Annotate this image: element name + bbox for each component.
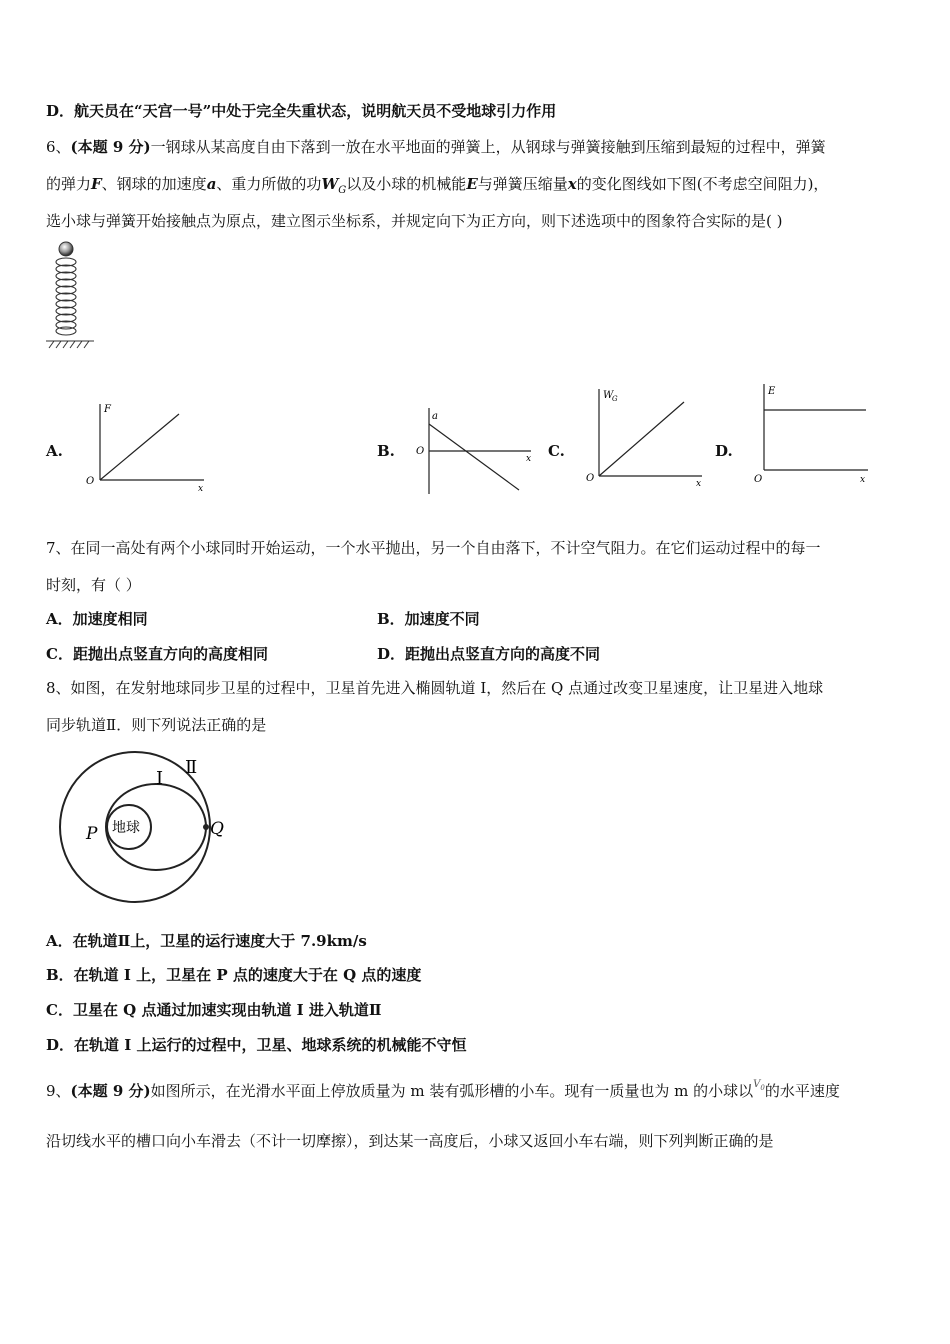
v0-symbol: V0 xyxy=(753,1079,765,1092)
graph-b-xlabel: x xyxy=(526,454,532,464)
spring-figure xyxy=(44,240,104,352)
earth-label: 地球 xyxy=(112,820,140,836)
orbit-2-label: Ⅱ xyxy=(185,757,198,778)
q6-option-b-label: B. xyxy=(377,442,395,460)
graph-c-line xyxy=(599,402,684,476)
q6-option-c-label: C. xyxy=(548,442,565,460)
graph-c-ylabel: W xyxy=(603,390,614,401)
spring-coil xyxy=(56,258,76,335)
graph-a-xlabel: x xyxy=(198,484,204,494)
graph-b xyxy=(413,402,538,497)
q7-option-b: B．加速度不同 xyxy=(377,610,480,628)
q8-stem-line1: 8、如图，在发射地球同步卫星的过程中，卫星首先进入椭圆轨道 I，然后在 Q 点通过改变卫星速度，让卫星进入地球 xyxy=(46,679,824,697)
steel-ball xyxy=(59,242,73,256)
q8-option-b: B．在轨道 I 上，卫星在 P 点的速度大于在 Q 点的速度 xyxy=(46,966,422,984)
graph-b-ylabel: a xyxy=(432,411,438,422)
point-q-dot xyxy=(203,824,209,830)
graph-b-origin: O xyxy=(416,446,425,457)
point-p-label: P xyxy=(86,824,98,844)
q8-option-d: D．在轨道 I 上运行的过程中，卫星、地球系统的机械能不守恒 xyxy=(46,1036,467,1054)
graph-d-ylabel: E xyxy=(768,386,776,397)
graph-a xyxy=(82,400,212,495)
q7-option-a: A．加速度相同 xyxy=(46,610,148,628)
q6-stem-line1: 6、(本题 9 分)一钢球从某高度自由下落到一放在水平地面的弹簧上，从钢球与弹簧接触到压缩到最短的过程中，弹簧 xyxy=(46,138,826,156)
q6-stem-line3: 选小球与弹簧开始接触点为原点，建立图示坐标系，并规定向下为正方向，则下述选项中的图象符合实际的是( ) xyxy=(46,212,783,230)
graph-c-ysub: G xyxy=(612,395,618,403)
graph-c-origin: O xyxy=(586,473,595,484)
q6-option-d-label: D. xyxy=(715,442,733,460)
graph-d xyxy=(752,380,877,490)
q8-option-c: C．卫星在 Q 点通过加速实现由轨道 I 进入轨道Ⅱ xyxy=(46,1001,382,1019)
orbit-figure xyxy=(46,748,236,904)
graph-a-ylabel: F xyxy=(104,404,111,415)
ground-hatch xyxy=(46,341,94,348)
graph-c-xlabel: x xyxy=(696,479,702,489)
graph-a-origin: O xyxy=(86,476,95,487)
graph-c xyxy=(584,386,709,496)
q7-stem-line2: 时刻，有（ ） xyxy=(46,576,141,594)
orbit-1-label: I xyxy=(156,768,164,789)
graph-a-line xyxy=(100,414,179,480)
q5-option-d: D．航天员在“天宫一号”中处于完全失重状态，说明航天员不受地球引力作用 xyxy=(46,102,557,120)
q7-option-d: D．距抛出点竖直方向的高度不同 xyxy=(377,645,601,663)
q9-stem-line2: 沿切线水平的槽口向小车滑去（不计一切摩擦），到达某一高度后，小球又返回小车右端，则下列判断正确的是 xyxy=(46,1132,774,1150)
graph-b-line xyxy=(429,424,519,490)
q8-option-a: A．在轨道Ⅱ上，卫星的运行速度大于 7.9km/s xyxy=(46,932,367,950)
q7-stem-line1: 7、在同一高处有两个小球同时开始运动，一个水平抛出，另一个自由落下，不计空气阻力。在它们运动过程中的每一 xyxy=(46,539,821,557)
graph-d-xlabel: x xyxy=(860,475,866,485)
q6-option-a-label: A. xyxy=(46,442,63,460)
q6-stem-line2: 的弹力F、钢球的加速度a、重力所做的功$W_G$以及小球的机械能E与弹簧压缩量x的变化图线如下图(不考虑空间阻力)， xyxy=(46,175,829,196)
q8-stem-line2: 同步轨道Ⅱ．则下列说法正确的是 xyxy=(46,716,267,734)
q7-option-c: C．距抛出点竖直方向的高度相同 xyxy=(46,645,268,663)
q9-stem-line1: 9、(本题 9 分)如图所示，在光滑水平面上停放质量为 m 装有弧形槽的小车。现有一质量也为 m 的小球以$^{V_0}$的水平速度 xyxy=(46,1079,840,1100)
graph-d-origin: O xyxy=(754,474,763,485)
point-q-label: Q xyxy=(210,819,224,839)
